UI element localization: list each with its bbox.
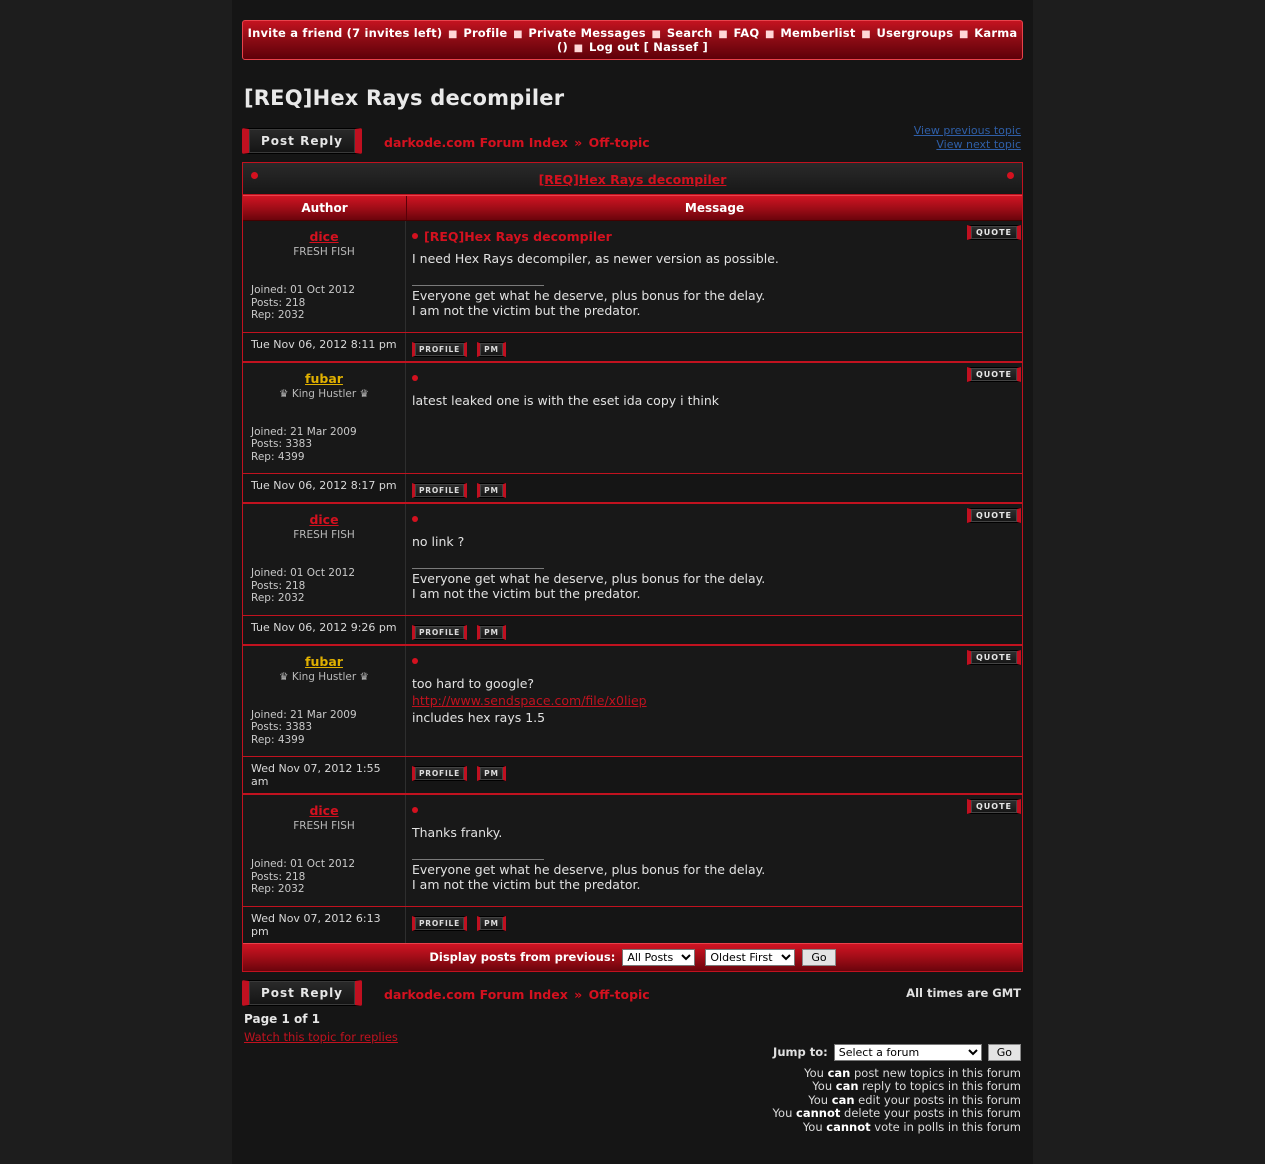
post-signature: [412, 568, 1012, 601]
author-link[interactable]: dice: [309, 512, 339, 527]
author-joined: Joined: 01 Oct 2012: [251, 284, 356, 296]
bullet-icon: [412, 233, 418, 239]
bottom-toolbar: [232, 972, 1033, 1006]
author-link[interactable]: fubar: [305, 370, 343, 386]
post-date: Tue Nov 06, 2012 8:11 pm: [243, 333, 406, 361]
signature-line-2: I am not the victim but the predator.: [412, 303, 641, 318]
nav-memberlist[interactable]: Memberlist: [780, 26, 856, 40]
profile-button[interactable]: PROFILE: [412, 483, 467, 498]
nav-separator: ■: [761, 29, 779, 40]
post-message-cell: [406, 646, 1022, 757]
profile-button[interactable]: PROFILE: [412, 342, 467, 357]
pm-button[interactable]: PM: [477, 916, 506, 931]
author-rep: Rep: 4399: [251, 450, 305, 463]
breadcrumb-top: [384, 135, 650, 150]
top-navigation: [242, 20, 1023, 60]
author-posts: Posts: 218: [251, 870, 306, 883]
topic-title-link[interactable]: [REQ]Hex Rays decompiler: [538, 172, 727, 187]
nav-search[interactable]: Search: [666, 26, 713, 40]
breadcrumb-forum-index[interactable]: darkode.com Forum Index: [384, 135, 568, 150]
display-sort-select[interactable]: [705, 949, 795, 966]
quote-button[interactable]: QUOTE: [967, 367, 1021, 382]
author-rank: FRESH FISH: [293, 246, 355, 258]
post-footer-row: [243, 756, 1022, 793]
post-footer-row: [243, 332, 1022, 361]
nav-separator: ■: [647, 29, 665, 40]
post-row: [243, 361, 1022, 474]
breadcrumb-arrow: »: [574, 135, 583, 150]
signature-divider: [412, 568, 544, 569]
post-date: Wed Nov 07, 2012 6:13 pm: [243, 907, 406, 943]
jump-to-row: [501, 1044, 1021, 1061]
sendspace-link[interactable]: http://www.sendspace.com/file/x0liep: [412, 692, 647, 708]
breadcrumb-off-topic-bottom[interactable]: Off-topic: [588, 986, 650, 1002]
post-subject: [412, 371, 1012, 386]
author-posts: Posts: 3383: [251, 438, 313, 450]
pm-button[interactable]: PM: [477, 483, 506, 498]
post-actions: [406, 474, 1022, 502]
signature-divider: [412, 285, 544, 286]
display-posts-label: Display posts from previous:: [429, 949, 616, 964]
nav-karma[interactable]: Karma (): [557, 26, 1018, 54]
author-joined: Joined: 21 Mar 2009: [251, 425, 357, 438]
topic-title-bar: [243, 163, 1022, 195]
signature-divider: [412, 859, 544, 860]
post-author-cell: [243, 221, 406, 332]
permission-line: You cannot vote in polls in this forum: [802, 1119, 1021, 1134]
display-posts-bar: [243, 943, 1022, 971]
post-body: Thanks franky.: [412, 825, 503, 840]
bottom-right-zone: [232, 1044, 1033, 1164]
post-message-cell: [406, 504, 1022, 615]
quote-button[interactable]: QUOTE: [967, 225, 1021, 240]
page-title: [REQ]Hex Rays decompiler: [244, 86, 565, 110]
post-message-cell: [406, 221, 1022, 332]
permission-line: You can post new topics in this forum: [804, 1065, 1021, 1080]
post-date: Tue Nov 06, 2012 9:26 pm: [243, 616, 406, 644]
nav-separator: ■: [857, 29, 875, 40]
post-subject-text: [REQ]Hex Rays decompiler: [424, 229, 612, 244]
quote-button[interactable]: QUOTE: [967, 799, 1021, 814]
author-posts: Posts: 3383: [251, 721, 313, 733]
bullet-icon: [412, 516, 418, 522]
pm-button[interactable]: PM: [477, 625, 506, 640]
signature-line-1: Everyone get what he deserve, plus bonus for the delay.: [412, 571, 766, 586]
post-message-cell: [406, 363, 1022, 474]
permission-line: You can edit your posts in this forum: [808, 1092, 1021, 1107]
post-actions: [406, 616, 1022, 644]
post-subject: [412, 654, 1012, 669]
post-actions: [406, 907, 1022, 943]
watch-topic-link[interactable]: Watch this topic for replies: [244, 1029, 398, 1044]
nav-invite-a-friend[interactable]: Invite a friend (7 invites left): [247, 26, 443, 40]
quote-button[interactable]: QUOTE: [967, 650, 1021, 665]
author-rep: Rep: 2032: [251, 883, 305, 895]
post-subject: [412, 512, 1012, 527]
author-name: [251, 803, 397, 818]
author-joined: Joined: 01 Oct 2012: [251, 858, 356, 870]
breadcrumb-bottom: [384, 987, 650, 1002]
forum-page: [232, 0, 1033, 1164]
display-range-select[interactable]: [622, 949, 695, 966]
nav-private-messages[interactable]: Private Messages: [528, 26, 646, 40]
post-row: [243, 221, 1022, 332]
bullet-icon: [251, 172, 258, 179]
display-go-button[interactable]: Go: [802, 949, 835, 966]
post-footer-row: [243, 906, 1022, 943]
post-message-cell: [406, 795, 1022, 906]
bullet-icon: [1007, 172, 1014, 179]
jump-to-go-button[interactable]: Go: [988, 1044, 1021, 1061]
profile-button[interactable]: PROFILE: [412, 916, 467, 931]
author-link[interactable]: dice: [309, 803, 339, 818]
page-count: Page 1 of 1: [244, 1011, 320, 1026]
author-rep: Rep: 4399: [251, 733, 305, 746]
post-signature: [412, 285, 1012, 318]
author-link[interactable]: fubar: [305, 653, 343, 669]
author-link[interactable]: dice: [309, 229, 339, 244]
post-date: Wed Nov 07, 2012 1:55 am: [243, 757, 406, 793]
author-name: [251, 512, 397, 527]
post-author-cell: [243, 646, 406, 757]
post-row: [243, 644, 1022, 757]
author-joined: Joined: 01 Oct 2012: [251, 567, 356, 579]
post-reply-button-bottom[interactable]: Post Reply: [242, 980, 362, 1006]
watch-topic-row: [232, 1026, 1033, 1044]
post-actions: [406, 333, 1022, 361]
post-body: latest leaked one is with the eset ida copy i think: [412, 392, 720, 408]
breadcrumb-off-topic[interactable]: Off-topic: [588, 135, 650, 150]
post-body: no link ?: [412, 534, 465, 549]
bullet-icon: [412, 375, 418, 381]
post-author-cell: [243, 363, 406, 474]
nav-usergroups[interactable]: Usergroups: [876, 26, 954, 40]
quote-button[interactable]: QUOTE: [967, 508, 1021, 523]
nav-separator: ■: [444, 29, 462, 40]
column-header-message: Message: [684, 201, 745, 215]
profile-button[interactable]: PROFILE: [412, 625, 467, 640]
profile-button[interactable]: PROFILE: [412, 766, 467, 781]
post-body-link-line: [412, 692, 1012, 709]
signature-line-1: Everyone get what he deserve, plus bonus for the delay.: [412, 288, 766, 303]
author-posts: Posts: 218: [251, 296, 306, 309]
post-subject: [412, 803, 1012, 818]
breadcrumb-arrow: »: [574, 986, 583, 1002]
topic-table: [242, 162, 1023, 972]
forum-permissions: [501, 1067, 1021, 1135]
signature-line-1: Everyone get what he deserve, plus bonus for the delay.: [412, 862, 766, 877]
permission-line: You can reply to topics in this forum: [812, 1079, 1021, 1093]
nav-separator: ■: [714, 29, 732, 40]
author-posts: Posts: 218: [251, 579, 306, 592]
jump-to-label: Jump to:: [773, 1045, 828, 1059]
pm-button[interactable]: PM: [477, 766, 506, 781]
pm-button[interactable]: PM: [477, 342, 506, 357]
author-rank: FRESH FISH: [293, 529, 355, 541]
author-rank: ♛ King Hustler ♛: [279, 670, 369, 683]
author-rank: ♛ King Hustler ♛: [279, 387, 369, 400]
author-rep: Rep: 2032: [251, 309, 305, 321]
table-column-headers: [243, 195, 1022, 221]
bullet-icon: [412, 658, 418, 664]
topic-toolbar: [232, 120, 1033, 154]
jump-to-zone: [501, 1044, 1021, 1135]
post-footer-row: [243, 473, 1022, 502]
author-name: [251, 371, 397, 386]
signature-line-2: I am not the victim but the predator.: [412, 586, 641, 601]
post-signature: [412, 859, 1012, 892]
post-reply-button-top[interactable]: Post Reply: [242, 128, 362, 154]
post-body: I need Hex Rays decompiler, as newer version as possible.: [412, 251, 779, 266]
nav-separator: ■: [569, 43, 587, 54]
post-date: Tue Nov 06, 2012 8:17 pm: [243, 474, 406, 502]
post-row: [243, 502, 1022, 615]
author-rep: Rep: 2032: [251, 592, 305, 604]
nav-logout[interactable]: Log out [ Nassef ]: [588, 40, 708, 54]
author-rank: FRESH FISH: [293, 820, 355, 832]
bullet-icon: [412, 807, 418, 813]
post-body-line-2: includes hex rays 1.5: [412, 709, 546, 725]
signature-line-2: I am not the victim but the predator.: [412, 877, 641, 892]
all-times-label: All times are GMT: [906, 985, 1021, 1000]
post-actions: [406, 757, 1022, 793]
author-name: [251, 654, 397, 669]
nav-separator: ■: [509, 29, 527, 40]
column-header-author: Author: [243, 196, 407, 220]
permission-line: You cannot delete your posts in this forum: [772, 1106, 1021, 1120]
author-name: [251, 229, 397, 244]
post-footer-row: [243, 615, 1022, 644]
post-author-cell: [243, 795, 406, 906]
view-previous-topic-link[interactable]: View previous topic: [913, 124, 1021, 137]
nav-profile[interactable]: Profile: [463, 26, 508, 40]
view-next-topic-link[interactable]: View next topic: [936, 138, 1021, 151]
nav-faq[interactable]: FAQ: [733, 26, 760, 40]
author-joined: Joined: 21 Mar 2009: [251, 708, 357, 721]
nav-separator: ■: [955, 29, 973, 40]
post-row: [243, 793, 1022, 906]
post-author-cell: [243, 504, 406, 615]
jump-to-select[interactable]: [834, 1044, 982, 1061]
post-body: too hard to google?: [412, 675, 535, 691]
view-topic-links: [914, 124, 1021, 152]
breadcrumb-forum-index-bottom[interactable]: darkode.com Forum Index: [384, 986, 568, 1002]
post-subject: [412, 229, 1012, 244]
